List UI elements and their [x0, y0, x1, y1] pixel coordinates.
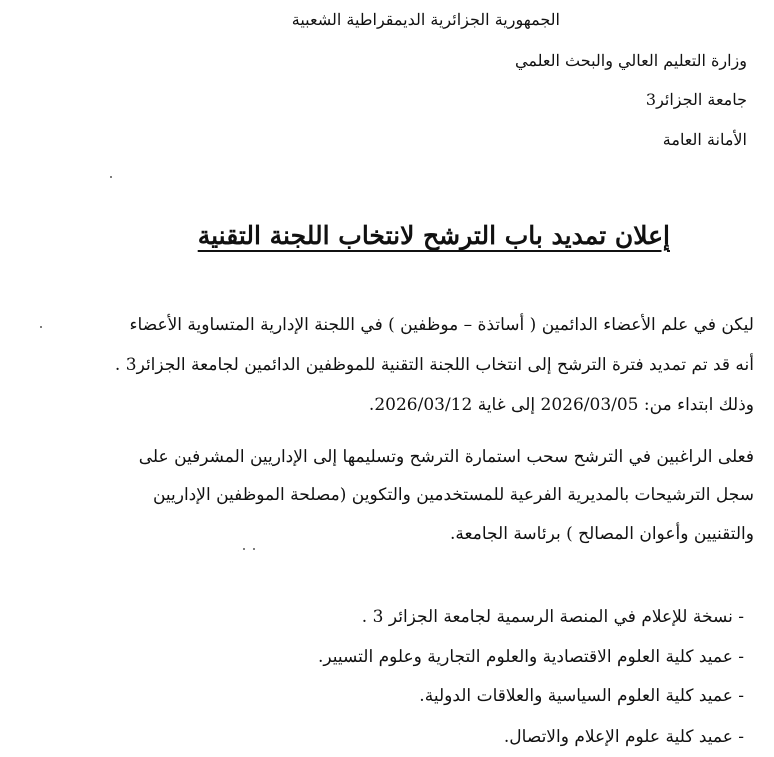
scan-speck	[110, 176, 112, 178]
scan-speck	[243, 548, 245, 550]
distribution-item: - نسخة للإعلام في المنصة الرسمية لجامعة الجزائر 3 .	[361, 607, 744, 627]
header-university: جامعة الجزائر3	[645, 90, 747, 109]
distribution-item: - عميد كلية العلوم السياسية والعلاقات الدولية.	[419, 686, 744, 706]
distribution-item: - عميد كلية العلوم الاقتصادية والعلوم التجارية وعلوم التسيير.	[317, 647, 744, 667]
header-ministry: وزارة التعليم العالي والبحث العلمي	[515, 51, 747, 70]
body-line-2: أنه قد تم تمديد فترة الترشح إلى انتخاب اللجنة التقنية للموظفين الدائمين لجامعة الجزائر3 .	[114, 355, 754, 375]
header-secretariat: الأمانة العامة	[662, 130, 747, 149]
body-line-5: سجل الترشيحات بالمديرية الفرعية للمستخدمين والتكوين (مصلحة الموظفين الإداريين	[152, 485, 754, 505]
scan-speck	[253, 548, 255, 550]
body-line-6: والتقنيين وأعوان المصالح ) برئاسة الجامعة.	[450, 524, 754, 544]
header-republic: الجمهورية الجزائرية الديمقراطية الشعبية	[291, 10, 560, 29]
distribution-item: - عميد كلية علوم الإعلام والاتصال.	[503, 727, 744, 747]
scan-speck	[40, 326, 42, 328]
body-line-4: فعلى الراغبين في الترشح سحب استمارة الترشح وتسليمها إلى الإداريين المشرفين على	[138, 447, 754, 467]
body-line-1: ليكن في علم الأعضاء الدائمين ( أساتذة – موظفين ) في اللجنة الإدارية المتساوية الأعضاء	[129, 315, 754, 335]
body-line-3: وذلك ابتداء من: 2026/03/05 إلى غاية 2026/03/12.	[368, 395, 754, 415]
page-title: إعلان تمديد باب الترشح لانتخاب اللجنة التقنية	[197, 221, 670, 250]
